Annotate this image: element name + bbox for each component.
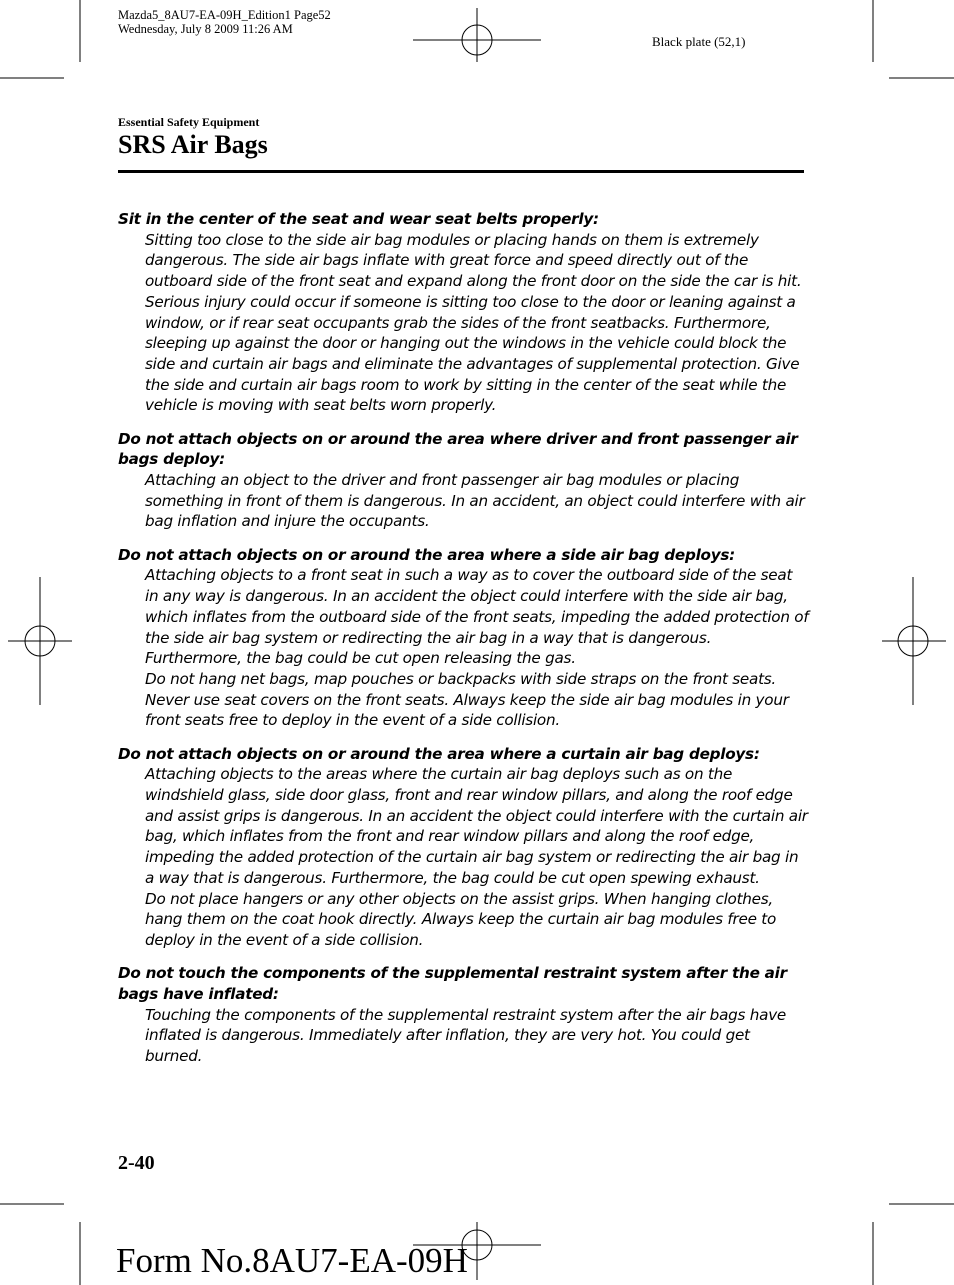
warning-body — [118, 230, 810, 416]
warning-paragraph: Attaching objects to the areas where the curtain air bag deploys such as on the windshield glass, side door glass, front and rear window pillars, and along the roof edge and assist grips is dangerous. In an accident the object could interfere with the curtain air bag, which inflates from the front and rear window pillars and along the roof edge, impeding the added protection of the curtain air bag system or redirecting the air bag in a way that is dangerous. Furthermore, the bag could be cut open spewing exhaust. — [145, 765, 808, 887]
warning-item — [118, 545, 810, 731]
plate-label: Black plate (52,1) — [652, 34, 746, 49]
warning-heading: Do not touch the components of the supplemental restraint system after the air bags have inflated: — [118, 964, 787, 1003]
warning-item — [118, 963, 810, 1067]
warning-item — [118, 209, 810, 416]
warning-item — [118, 744, 810, 951]
form-number: Form No.8AU7-EA-09H — [116, 1241, 468, 1280]
warning-paragraph: Sitting too close to the side air bag modules or placing hands on them is extremely dangerous. The side air bags inflate with great force and speed directly out of the outboard side of the front seat and expand along the front door on the side the car is hit. Serious injury could occur if someone is sitting too close to the door or leaning against a window, or if rear seat occupants grab the sides of the front seatbacks. Furthermore, sleeping up against the door or hanging out the windows in the vehicle could block the side and curtain air bags and eliminate the advantages of supplemental protection. Give the side and curtain air bags room to work by sitting in the center of the seat while the vehicle is moving with seat belts worn properly. — [145, 230, 802, 415]
warning-paragraph: Do not place hangers or any other objects on the assist grips. When hanging clothes, hang them on the coat hook directly. Always keep the curtain air bag modules free to deploy in the event of a side collision. — [145, 889, 777, 949]
print-file-line: Mazda5_8AU7-EA-09H_Edition1 Page52 — [118, 8, 331, 22]
warning-body — [118, 470, 810, 532]
warning-paragraph: Attaching objects to a front seat in such a way as to cover the outboard side of the seat in any way is dangerous. In an accident the object could interfere with the side air bag, which inflates from the outboard side of the front seats, impeding the added protection of the side air bag system or redirecting the air bag in a way that is dangerous. Furthermore, the bag could be cut open releasing the gas. — [145, 566, 809, 668]
warning-heading: Sit in the center of the seat and wear seat belts properly: — [118, 210, 599, 228]
print-metadata — [118, 8, 331, 36]
warning-body — [118, 565, 810, 731]
warning-heading: Do not attach objects on or around the area where a side air bag deploys: — [118, 545, 735, 564]
title-divider — [118, 170, 804, 173]
warning-paragraph: Touching the components of the supplemental restraint system after the air bags have inflated is dangerous. Immediately after inflation, they are very hot. You could get burned. — [145, 1005, 787, 1066]
warning-body — [118, 764, 810, 950]
page-number: 2-40 — [118, 1152, 155, 1174]
warning-body — [118, 1005, 810, 1067]
page-title: SRS Air Bags — [118, 130, 268, 159]
warning-paragraph: Attaching an object to the driver and front passenger air bag modules or placing something in front of them is dangerous. In an accident, an object could interfere with air bag inflation and injure the occupants. — [145, 471, 805, 531]
section-label: Essential Safety Equipment — [118, 115, 260, 129]
print-date-line: Wednesday, July 8 2009 11:26 AM — [118, 22, 293, 36]
warning-heading: Do not attach objects on or around the area where driver and front passenger air bags deploy: — [118, 429, 798, 469]
warning-item — [118, 429, 810, 533]
warning-paragraph: Do not hang net bags, map pouches or backpacks with side straps on the front seats. Never use seat covers on the front seats. Always keep the side air bag modules in your front seats free to deploy in the event of a side collision. — [145, 669, 789, 730]
warning-heading: Do not attach objects on or around the area where a curtain air bag deploys: — [118, 744, 760, 763]
warnings-content — [118, 209, 810, 1079]
